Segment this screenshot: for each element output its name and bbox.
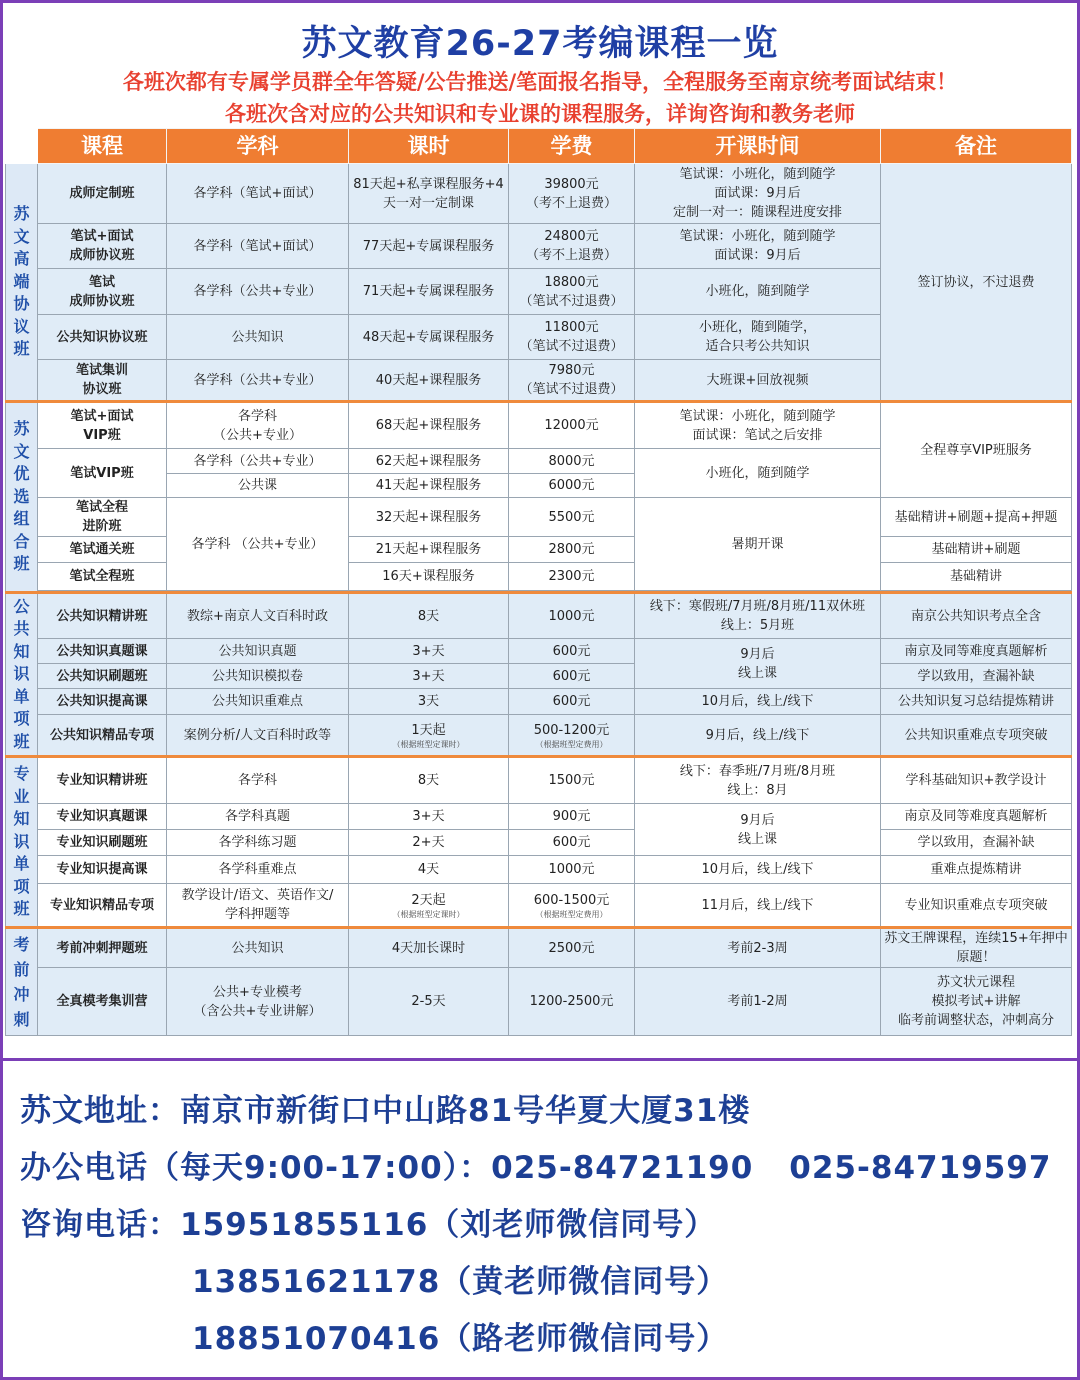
table-row (6, 402, 1072, 449)
fee-cell: 600元 (509, 689, 635, 715)
time-cell: 10月后，线上/线下 (635, 689, 881, 715)
header-remark: 备注 (881, 129, 1072, 164)
remark-cell: 苏文王牌课程，连续15+年押中原题！ (881, 928, 1072, 968)
hours-cell: 8天 (349, 757, 509, 804)
consult-phone-3: 18851070416（路老师微信同号） (192, 1321, 729, 1357)
course-name: 专业知识提高课 (38, 856, 167, 884)
table-row (6, 715, 1072, 757)
remark-cell: 学科基础知识+教学设计 (881, 757, 1072, 804)
fee-cell: 500-1200元 （根据班型定费用） (509, 715, 635, 757)
hours-cell: 21天起+课程服务 (349, 537, 509, 563)
hours-cell: 62天起+课程服务 (349, 449, 509, 474)
remark-cell: 公共知识复习总结提炼精讲 (881, 689, 1072, 715)
remark-cell: 公共知识重难点专项突破 (881, 715, 1072, 757)
subtitle-consult: 各班次含对应的公共知识和专业课的课程服务，详询咨询和教务老师 (225, 102, 855, 126)
course-table (5, 128, 1072, 1036)
fee-cell: 1200-2500元 (509, 968, 635, 1036)
time-cell: 笔试课：小班化，随到随学 面试课：9月后 定制一对一：随课程进度安排 (635, 164, 881, 224)
group-label-combo: 苏 文 优 选 组 合 班 (6, 402, 38, 593)
hours-cell: 41天起+课程服务 (349, 474, 509, 498)
table-row (6, 498, 1072, 537)
office-phone-line: 办公电话（每天9:00-17:00）：025-84721190 025-84719597 (20, 1150, 1052, 1186)
header-blank (6, 129, 38, 164)
fee-cell: 2800元 (509, 537, 635, 563)
table-row (6, 928, 1072, 968)
time-cell: 考前1-2周 (635, 968, 881, 1036)
fee-cell: 1500元 (509, 757, 635, 804)
hours-cell: 3+天 (349, 639, 509, 664)
consult-phone-1: 15951855116（刘老师微信同号） (180, 1207, 717, 1243)
time-cell: 9月后 线上课 (635, 639, 881, 689)
fee-cell: 1000元 (509, 856, 635, 884)
remark-cell: 南京及同等难度真题解析 (881, 639, 1072, 664)
header-subject: 学科 (167, 129, 349, 164)
table-row (6, 884, 1072, 928)
subject-cell: 各学科（笔试+面试） (167, 164, 349, 224)
course-name: 笔试VIP班 (38, 449, 167, 498)
hours-cell: 3+天 (349, 804, 509, 830)
course-name: 公共知识真题课 (38, 639, 167, 664)
hours-cell: 4天加长课时 (349, 928, 509, 968)
table-row (6, 537, 1072, 563)
time-cell: 小班化，随到随学 (635, 449, 881, 498)
group-label-premium: 苏 文 高 端 协 议 班 (6, 164, 38, 402)
table-header-row (6, 129, 1072, 164)
fee-cell: 600元 (509, 830, 635, 856)
hours-cell: 32天起+课程服务 (349, 498, 509, 537)
course-name: 专业知识刷题班 (38, 830, 167, 856)
header-fee: 学费 (509, 129, 635, 164)
table-row (6, 689, 1072, 715)
hours-cell: 40天起+课程服务 (349, 360, 509, 402)
header-course: 课程 (38, 129, 167, 164)
time-cell: 暑期开课 (635, 498, 881, 591)
remark-cell: 学以致用，查漏补缺 (881, 664, 1072, 689)
fee-cell: 600元 (509, 664, 635, 689)
hours-cell: 71天起+专属课程服务 (349, 269, 509, 315)
hours-cell: 4天 (349, 856, 509, 884)
hours-cell: 2天起 （根据班型定课时） (349, 884, 509, 928)
office-phone-2: 025-84719597 (789, 1150, 1052, 1186)
fee-cell: 1000元 (509, 593, 635, 639)
remark-cell: 基础精讲+刷题+提高+押题 (881, 498, 1072, 537)
course-name: 公共知识提高课 (38, 689, 167, 715)
course-name: 考前冲刺押题班 (38, 928, 167, 968)
remark-cell: 签订协议，不过退费 (881, 164, 1072, 402)
course-name: 专业知识精品专项 (38, 884, 167, 928)
time-cell: 线下：春季班/7月班/8月班 线上：8月 (635, 757, 881, 804)
time-cell: 笔试课：小班化，随到随学 面试课：笔试之后安排 (635, 402, 881, 449)
group-label-professional: 专 业 知 识 单 项 班 (6, 757, 38, 928)
fee-cell: 2300元 (509, 563, 635, 591)
address-text: 南京市新街口中山路81号华夏大厦31楼 (180, 1093, 751, 1129)
remark-cell: 学以致用，查漏补缺 (881, 830, 1072, 856)
table-row (6, 856, 1072, 884)
time-cell: 笔试课：小班化，随到随学 面试课：9月后 (635, 224, 881, 269)
subject-cell: 各学科练习题 (167, 830, 349, 856)
time-cell: 考前2-3周 (635, 928, 881, 968)
fee-cell: 18800元 （笔试不过退费） (509, 269, 635, 315)
subject-cell: 公共知识 (167, 928, 349, 968)
subject-cell: 各学科重难点 (167, 856, 349, 884)
hours-cell: 3天 (349, 689, 509, 715)
course-name: 笔试+面试 VIP班 (38, 402, 167, 449)
course-name: 笔试+面试 成师协议班 (38, 224, 167, 269)
subject-cell: 教学设计/语文、英语作文/ 学科押题等 (167, 884, 349, 928)
time-cell: 11月后，线上/线下 (635, 884, 881, 928)
fee-cell: 2500元 (509, 928, 635, 968)
remark-cell: 基础精讲+刷题 (881, 537, 1072, 563)
course-name: 笔试全程班 (38, 563, 167, 591)
course-name: 公共知识精品专项 (38, 715, 167, 757)
time-cell: 小班化，随到随学 (635, 269, 881, 315)
page-title: 苏文教育26-27考编课程一览 (301, 24, 779, 64)
subject-cell: 公共知识 (167, 315, 349, 360)
course-name: 笔试通关班 (38, 537, 167, 563)
table-row (6, 968, 1072, 1036)
time-cell: 线下：寒假班/7月班/8月班/11双休班 线上：5月班 (635, 593, 881, 639)
course-name: 公共知识精讲班 (38, 593, 167, 639)
hours-cell: 48天起+专属课程服务 (349, 315, 509, 360)
address-line: 苏文地址：南京市新街口中山路81号华夏大厦31楼 (20, 1085, 750, 1130)
group-label-sprint: 考 前 冲 刺 (6, 928, 38, 1036)
remark-cell: 全程尊享VIP班服务 (881, 402, 1072, 498)
fee-cell: 6000元 (509, 474, 635, 498)
subject-cell: 公共知识重难点 (167, 689, 349, 715)
remark-cell: 基础精讲 (881, 563, 1072, 591)
fee-cell: 600元 (509, 639, 635, 664)
time-cell: 9月后，线上/线下 (635, 715, 881, 757)
table-row (6, 639, 1072, 664)
fee-cell: 11800元 （笔试不过退费） (509, 315, 635, 360)
course-name: 专业知识精讲班 (38, 757, 167, 804)
fee-cell: 12000元 (509, 402, 635, 449)
fee-cell: 24800元 （考不上退费） (509, 224, 635, 269)
header-hours: 课时 (349, 129, 509, 164)
remark-cell: 南京公共知识考点全含 (881, 593, 1072, 639)
fee-cell: 600-1500元 （根据班型定费用） (509, 884, 635, 928)
fee-cell: 8000元 (509, 449, 635, 474)
table-row (6, 804, 1072, 830)
course-name: 全真模考集训营 (38, 968, 167, 1036)
course-name: 笔试集训 协议班 (38, 360, 167, 402)
hours-cell: 2+天 (349, 830, 509, 856)
course-name: 笔试 成师协议班 (38, 269, 167, 315)
fee-cell: 900元 (509, 804, 635, 830)
remark-cell: 专业知识重难点专项突破 (881, 884, 1072, 928)
subtitle-service: 各班次都有专属学员群全年答疑/公告推送/笔面报名指导，全程服务至南京统考面试结束！ (122, 70, 958, 94)
hours-cell: 3+天 (349, 664, 509, 689)
time-cell: 10月后，线上/线下 (635, 856, 881, 884)
subject-cell: 各学科 （公共+专业） (167, 402, 349, 449)
subject-cell: 各学科（公共+专业） (167, 449, 349, 474)
hours-cell: 77天起+专属课程服务 (349, 224, 509, 269)
subject-cell: 各学科 （公共+专业） (167, 498, 349, 591)
subject-cell: 教综+南京人文百科时政 (167, 593, 349, 639)
subject-cell: 公共+专业模考 （含公共+专业讲解） (167, 968, 349, 1036)
course-name: 笔试全程 进阶班 (38, 498, 167, 537)
table-row (6, 563, 1072, 591)
subject-cell: 公共课 (167, 474, 349, 498)
hours-cell: 68天起+课程服务 (349, 402, 509, 449)
time-cell: 大班课+回放视频 (635, 360, 881, 402)
hours-cell: 2-5天 (349, 968, 509, 1036)
header-time: 开课时间 (635, 129, 881, 164)
hours-cell: 81天起+私享课程服务+4天一对一定制课 (349, 164, 509, 224)
fee-cell: 39800元 （考不上退费） (509, 164, 635, 224)
subject-cell: 各学科 (167, 757, 349, 804)
subject-cell: 各学科（笔试+面试） (167, 224, 349, 269)
hours-cell: 1天起 （根据班型定课时） (349, 715, 509, 757)
time-cell: 小班化，随到随学， 适合只考公共知识 (635, 315, 881, 360)
fee-cell: 5500元 (509, 498, 635, 537)
subject-cell: 各学科（公共+专业） (167, 360, 349, 402)
subject-cell: 公共知识模拟卷 (167, 664, 349, 689)
table-row (6, 593, 1072, 639)
remark-cell: 南京及同等难度真题解析 (881, 804, 1072, 830)
table-row (6, 757, 1072, 804)
remark-cell: 重难点提炼精讲 (881, 856, 1072, 884)
time-cell: 9月后 线上课 (635, 804, 881, 856)
course-name: 公共知识协议班 (38, 315, 167, 360)
subject-cell: 案例分析/人文百科时政等 (167, 715, 349, 757)
office-phone-1: 025-84721190 (491, 1150, 754, 1186)
consult-phone-line: 咨询电话：15951855116（刘老师微信同号） (20, 1199, 716, 1244)
hours-cell: 16天+课程服务 (349, 563, 509, 591)
table-row (6, 830, 1072, 856)
consult-phone-2: 13851621178（黄老师微信同号） (192, 1264, 729, 1300)
subject-cell: 公共知识真题 (167, 639, 349, 664)
course-name: 成师定制班 (38, 164, 167, 224)
remark-cell: 苏文状元课程 模拟考试+讲解 临考前调整状态，冲刺高分 (881, 968, 1072, 1036)
group-label-public: 公 共 知 识 单 项 班 (6, 593, 38, 757)
course-name: 专业知识真题课 (38, 804, 167, 830)
fee-cell: 7980元 （笔试不过退费） (509, 360, 635, 402)
hours-cell: 8天 (349, 593, 509, 639)
course-name: 公共知识刷题班 (38, 664, 167, 689)
subject-cell: 各学科真题 (167, 804, 349, 830)
table-row (6, 164, 1072, 224)
table-row (6, 664, 1072, 689)
subject-cell: 各学科（公共+专业） (167, 269, 349, 315)
